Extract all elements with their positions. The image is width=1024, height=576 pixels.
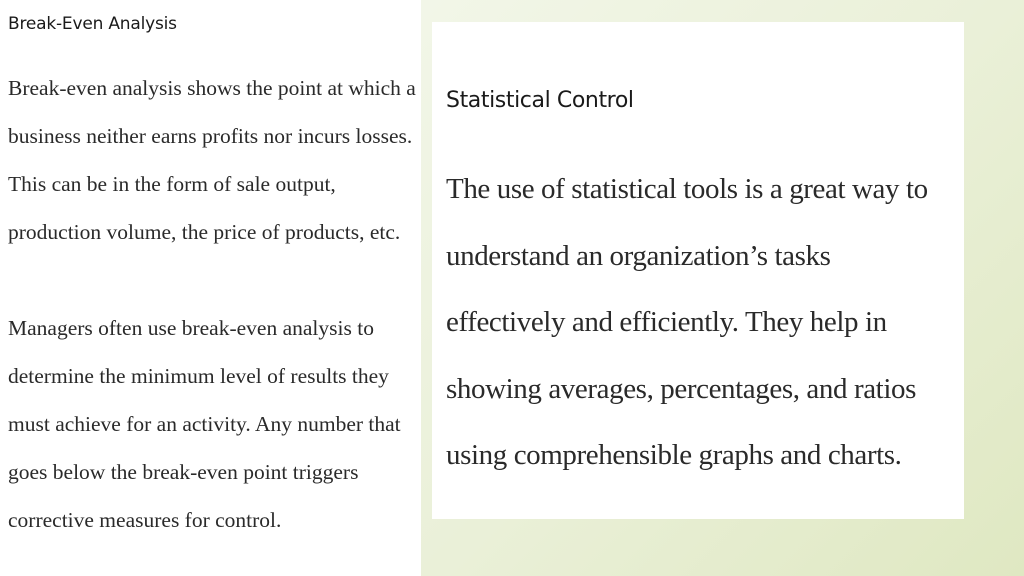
break-even-paragraph-2: Managers often use break-even analysis to determine the minimum level of results they must achieve for an activity. Any number that goes below the break-even point triggers corrective measures for control.: [8, 316, 401, 532]
left-panel: [0, 0, 421, 576]
break-even-paragraph-1: Break-even analysis shows the point at which a business neither earns profits nor incurs losses. This can be in the form of sale output, production volume, the price of products, etc.: [8, 76, 416, 244]
statistical-control-paragraph: The use of statistical tools is a great way to understand an organization’s tasks effectively and efficiently. They help in showing averages, percentages, and ratios using comprehensible graphs and charts.: [446, 173, 928, 471]
statistical-control-card: [432, 22, 964, 519]
statistical-control-heading: Statistical Control: [446, 88, 634, 113]
break-even-heading: Break-Even Analysis: [8, 14, 177, 34]
